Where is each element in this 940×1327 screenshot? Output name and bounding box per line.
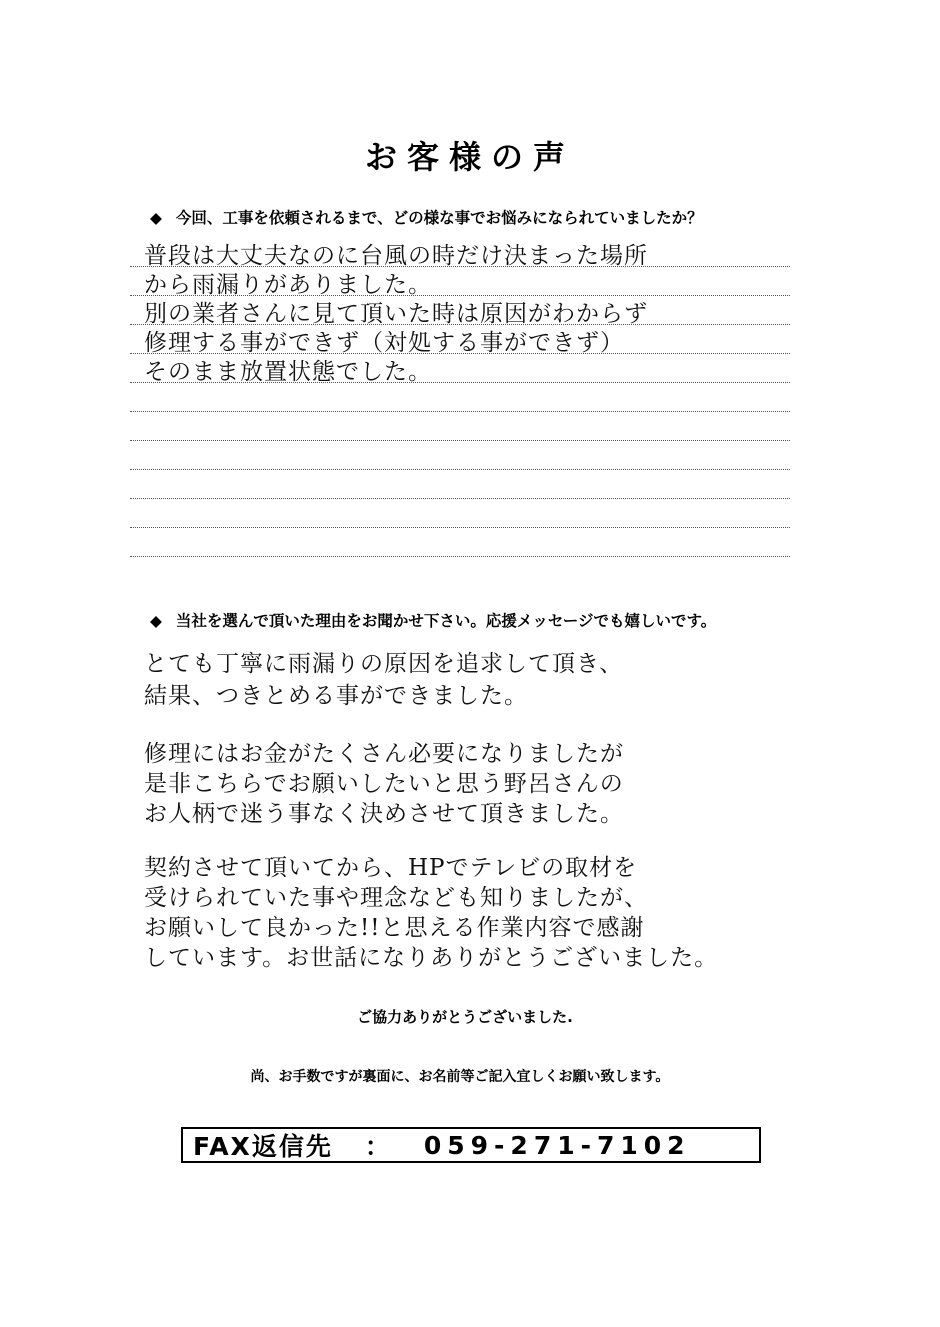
answer-line: お人柄で迷う事なく決めさせて頂きました。 bbox=[144, 801, 624, 827]
rule-line bbox=[130, 527, 790, 528]
answer-1-area bbox=[130, 236, 790, 576]
answer-line: とても丁寧に雨漏りの原因を追求して頂き、 bbox=[144, 651, 624, 677]
fax-box bbox=[181, 1127, 761, 1163]
answer-line: 受けられていた事や理念なども知りましたが、 bbox=[144, 885, 648, 911]
answer-line: 普段は大丈夫なのに台風の時だけ決まった場所 bbox=[144, 243, 648, 269]
fax-colon: ： bbox=[364, 1132, 390, 1161]
diamond-icon: ◆ bbox=[150, 612, 162, 630]
question-1 bbox=[150, 206, 703, 228]
answer-line: 別の業者さんに見て頂いた時は原因がわからず bbox=[144, 301, 648, 327]
rule-line bbox=[130, 498, 790, 499]
answer-line: お願いして良かった!!と思える作業内容で感謝 bbox=[144, 915, 645, 941]
answer-line: 結果、つきとめる事ができました。 bbox=[144, 683, 528, 709]
fax-label: FAX返信先 bbox=[193, 1132, 333, 1161]
fax-number: 059-271-7102 bbox=[423, 1130, 691, 1160]
question-2-text: 当社を選んで頂いた理由をお聞かせ下さい。応援メッセージでも嬉しいです。 bbox=[175, 612, 717, 630]
answer-line: から雨漏りがありました。 bbox=[144, 272, 432, 298]
rule-line bbox=[130, 411, 790, 412]
question-1-text: 今回、工事を依頼されるまで、どの様な事でお悩みになられていましたか？ bbox=[175, 209, 703, 227]
answer-line: 是非こちらでお願いしたいと思う野呂さんの bbox=[144, 771, 624, 797]
question-2 bbox=[150, 609, 716, 631]
rule-line bbox=[130, 469, 790, 470]
answer-line: 修理にはお金がたくさん必要になりましたが bbox=[144, 741, 624, 767]
answer-line: 契約させて頂いてから、HPでテレビの取材を bbox=[144, 855, 638, 881]
answer-line: 修理する事ができず（対処する事ができず） bbox=[144, 330, 624, 356]
page-title: お客様の声 bbox=[364, 138, 575, 176]
thanks-text: ご協力ありがとうございました. bbox=[357, 1008, 573, 1026]
answer-line: そのまま放置状態でした。 bbox=[144, 359, 432, 385]
rule-line bbox=[130, 440, 790, 441]
note-text: 尚、お手数ですが裏面に、お名前等ご記入宜しくお願い致します。 bbox=[250, 1069, 670, 1085]
answer-line: しています。お世話になりありがとうございました。 bbox=[144, 945, 719, 971]
diamond-icon: ◆ bbox=[150, 209, 162, 227]
rule-line bbox=[130, 556, 790, 557]
answer-2-area bbox=[130, 640, 790, 980]
